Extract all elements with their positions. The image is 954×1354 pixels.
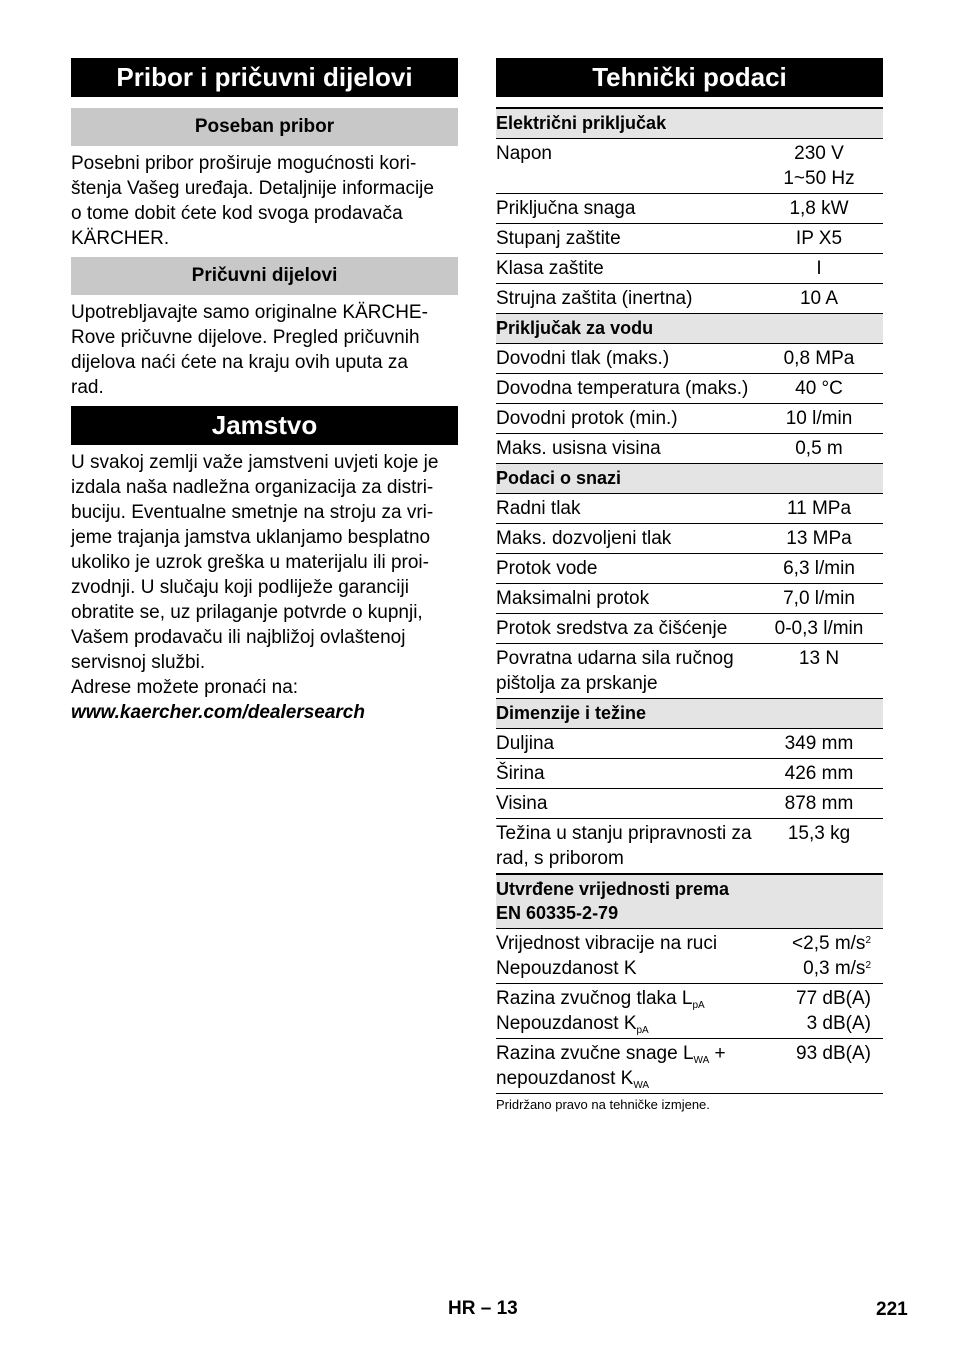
spare-parts-heading: Pričuvni dijelovi (71, 257, 458, 295)
spec-row (496, 344, 883, 374)
spec-row (496, 524, 883, 554)
spec-row (496, 284, 883, 314)
spec-row (496, 819, 883, 875)
spec-row (496, 984, 883, 1039)
warranty-heading: Jamstvo (71, 406, 458, 445)
spec-label: Visina (496, 789, 761, 819)
spec-row (496, 434, 883, 464)
spec-value: 0,8 MPa (761, 344, 883, 374)
spec-row (496, 789, 883, 819)
spec-row (496, 929, 883, 984)
spec-row (496, 494, 883, 524)
spec-section-heading: Utvrđene vrijednosti prema EN 60335-2-79 (496, 874, 883, 929)
accessories-heading: Pribor i pričuvni dijelovi (71, 58, 458, 97)
spec-section-row (496, 108, 883, 139)
spec-label: Maks. dozvoljeni tlak (496, 524, 761, 554)
spec-value: 230 V 1~50 Hz (761, 139, 883, 194)
spec-label: Širina (496, 759, 761, 789)
spare-parts-text: Upotrebljavajte samo originalne KÄRCHE- Rove pričuvne dijelove. Pregled pričuvnih dijelova naći ćete na kraju ovih uputa za rad. (71, 302, 428, 398)
spec-value: 93 dB(A) (761, 1039, 883, 1094)
spec-section-row (496, 314, 883, 344)
spec-label: Strujna zaštita (inertna) (496, 284, 761, 314)
spec-label: Priključna snaga (496, 194, 761, 224)
dealer-search-link[interactable]: www.kaercher.com/dealersearch (71, 702, 365, 723)
spec-label: Radni tlak (496, 494, 761, 524)
left-column (71, 58, 458, 731)
spec-row (496, 759, 883, 789)
page-number: 221 (876, 1299, 908, 1320)
spec-row (496, 254, 883, 284)
spec-row (496, 1039, 883, 1094)
warranty-text: U svakoj zemlji važe jamstveni uvjeti koje je izdala naša nadležna organizacija za distri- buciju. Eventualne smetnje na stroju za vri- jeme trajanja jamstva uklanjamo besplatno ukoliko je uzrok greška u materijalu ili proi- zvodnji. U slučaju koji podliježe garanciji obratite se, uz prilaganje potvrde o kupnji, Vašem prodavaču ili najbližoj ovlaštenoj servisnoj službi. Adrese možete pronaći na: www.kaercher.com/dealersearch (71, 450, 458, 725)
technical-data-heading: Tehnički podaci (496, 58, 883, 97)
spec-label: Klasa zaštite (496, 254, 761, 284)
spec-value: 1,8 kW (761, 194, 883, 224)
spec-value: <2,5 $m/s^2$ 0,3 $m/s^2$ (761, 929, 883, 984)
spec-row (496, 374, 883, 404)
spec-label: Dovodna temperatura (maks.) (496, 374, 761, 404)
spec-section-heading: Električni priključak (496, 108, 883, 139)
technical-changes-note: Pridržano pravo na tehničke izmjene. (496, 1097, 710, 1112)
spec-row (496, 584, 883, 614)
spec-value: 40 °C (761, 374, 883, 404)
spec-value: 426 mm (761, 759, 883, 789)
spec-value: 13 N (761, 644, 883, 699)
spec-row (496, 729, 883, 759)
technical-data-table (496, 107, 883, 1094)
special-accessories-text: Posebni pribor proširuje mogućnosti kori- štenja Vašeg uređaja. Detaljnije informacije o tome dobit ćete kod svoga prodavača KÄRCHER. (71, 153, 434, 249)
spec-label: Maksimalni protok (496, 584, 761, 614)
spec-value: 7,0 l/min (761, 584, 883, 614)
spec-label: Protok vode (496, 554, 761, 584)
spec-label: Stupanj zaštite (496, 224, 761, 254)
spec-row (496, 139, 883, 194)
spec-section-heading: Dimenzije i težine (496, 699, 883, 729)
spec-label: Vrijednost vibracije na ruci Nepouzdanost K (496, 929, 761, 984)
spec-row (496, 614, 883, 644)
spec-label: Napon (496, 139, 761, 194)
spec-label: Težina u stanju pripravnosti za rad, s priborom (496, 819, 761, 875)
spec-section-row (496, 464, 883, 494)
spec-value: IP X5 (761, 224, 883, 254)
spec-value: 10 l/min (761, 404, 883, 434)
spec-row (496, 554, 883, 584)
spec-section-heading: Priključak za vodu (496, 314, 883, 344)
spec-value: 77 dB(A) 3 dB(A) (761, 984, 883, 1039)
special-accessories-heading: Poseban pribor (71, 108, 458, 146)
spec-label: Dovodni tlak (maks.) (496, 344, 761, 374)
spec-row (496, 644, 883, 699)
spec-label: Maks. usisna visina (496, 434, 761, 464)
spec-value: 13 MPa (761, 524, 883, 554)
spec-value: 0-0,3 l/min (761, 614, 883, 644)
spec-section-row (496, 874, 883, 929)
spec-value: 10 A (761, 284, 883, 314)
section-page-label: HR – 13 (448, 1298, 518, 1319)
right-column (496, 58, 883, 1094)
spec-row (496, 404, 883, 434)
spec-section-row (496, 699, 883, 729)
spec-value: 15,3 kg (761, 819, 883, 875)
spec-value: 878 mm (761, 789, 883, 819)
spec-value: 11 MPa (761, 494, 883, 524)
spec-row (496, 194, 883, 224)
spec-label: Razina zvučne snage $L_{WA}$ + nepouzdanost $K_{WA}$ (496, 1039, 761, 1094)
spec-label: Duljina (496, 729, 761, 759)
spec-section-heading: Podaci o snazi (496, 464, 883, 494)
spec-value: I (761, 254, 883, 284)
spec-value: 6,3 l/min (761, 554, 883, 584)
spec-label: Povratna udarna sila ručnog pištolja za prskanje (496, 644, 761, 699)
spec-row (496, 224, 883, 254)
spec-label: Protok sredstva za čišćenje (496, 614, 761, 644)
spec-label: Dovodni protok (min.) (496, 404, 761, 434)
spec-value: 0,5 m (761, 434, 883, 464)
spec-label: Razina zvučnog tlaka $L_{pA}$ Nepouzdanost $K_{pA}$ (496, 984, 761, 1039)
spec-value: 349 mm (761, 729, 883, 759)
